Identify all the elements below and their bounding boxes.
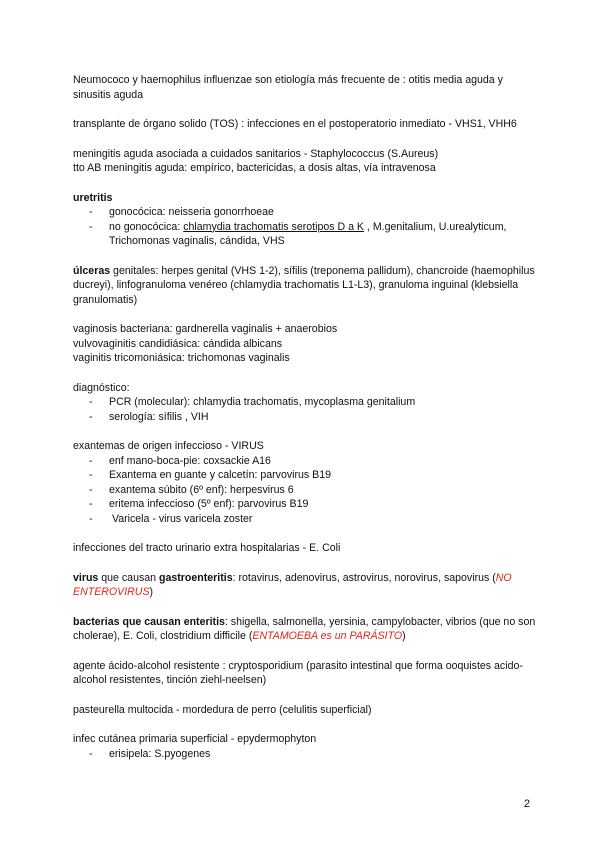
paragraph-gastroenteritis: virus que causan gastroenteritis: rotavirus, adenovirus, astrovirus, norovirus, sapovirus (NO ENTEROVIRUS) xyxy=(73,571,512,598)
paragraph-vaginitis: vaginitis tricomoniásica: trichomonas vaginalis xyxy=(73,352,290,364)
list-item: - eritema infeccioso (5º enf): parvovirus B19 xyxy=(73,497,543,512)
paragraph-neumococo: Neumococo y haemophilus influenzae son etiología más frecuente de : otitis media aguda y sinusitis aguda xyxy=(73,74,503,101)
heading-cutanea: infec cutánea primaria superficial - epydermophyton xyxy=(73,733,317,745)
list-cutanea xyxy=(73,747,543,762)
paragraph-enteritis: bacterias que causan enteritis: shigella, salmonella, yersinia, campylobacter, vibrios (que no son cholerae), E. Coli, clostridium difficile (ENTAMOEBA es un PARÁSITO) xyxy=(73,615,536,642)
list-item: - PCR (molecular): chlamydia trachomatis, mycoplasma genitalium xyxy=(73,395,543,410)
list-uretritis xyxy=(73,205,543,249)
list-item: - erisipela: S.pyogenes xyxy=(73,747,543,762)
list-item: - Exantema en guante y calcetín: parvovirus B19 xyxy=(73,468,543,483)
list-item: - gonocócica: neisseria gonorrhoeae xyxy=(73,205,543,220)
paragraph-ulceras: úlceras genitales: herpes genital (VHS 1-2), sífilis (treponema pallidum), chancroide (haemophilus ducreyi), linfogranuloma venéreo (chlamydia trachomatis L1-L3), granuloma inguinal (klebsiella granulomatis) xyxy=(73,264,535,306)
paragraph-tto-meningitis: tto AB meningitis aguda: empírico, bactericidas, a dosis altas, vía intravenosa xyxy=(73,162,436,174)
list-item: - no gonocócica: chlamydia trachomatis serotipos D a K , M.genitalium, U.urealyticum, Trichomonas vaginalis, cándida, VHS xyxy=(73,220,543,249)
paragraph-transplante: transplante de órgano solido (TOS) : infecciones en el postoperatorio inmediato - VHS1, VHH6 xyxy=(73,118,517,130)
red-note: NO ENTEROVIRUS xyxy=(73,571,512,598)
list-exantemas xyxy=(73,454,543,527)
list-item: - Varicela - virus varicela zoster xyxy=(73,512,543,527)
paragraph-acido-alcohol: agente ácido-alcohol resistente : cryptosporidium (parasito intestinal que forma ooquistes acido-alcohol resistentes, tinción ziehl-neelsen) xyxy=(73,659,523,686)
list-diagnostico xyxy=(73,395,543,424)
red-note: ENTAMOEBA es un PARÁSITO xyxy=(252,630,403,642)
paragraph-vaginosis: vaginosis bacteriana: gardnerella vaginalis + anaerobios xyxy=(73,323,338,335)
paragraph-itu: infecciones del tracto urinario extra hospitalarias - E. Coli xyxy=(73,542,341,554)
page-number: 2 xyxy=(523,797,530,810)
heading-exantemas: exantemas de origen infeccioso - VIRUS xyxy=(73,440,264,452)
paragraph-meningitis: meningitis aguda asociada a cuidados sanitarios - Staphylococcus (S.Aureus) xyxy=(73,147,439,160)
paragraph-pasteurella: pasteurella multocida - mordedura de perro (celulitis superficial) xyxy=(73,703,372,716)
paragraph-vulvovaginitis: vulvovaginitis candidiásica: cándida albicans xyxy=(73,337,283,350)
list-item: - enf mano-boca-pie: coxsackie A16 xyxy=(73,454,543,469)
heading-uretritis: uretritis xyxy=(73,191,113,204)
heading-diagnostico: diagnóstico: xyxy=(73,381,130,394)
list-item: - exantema súbito (6º enf): herpesvirus 6 xyxy=(73,483,543,498)
underlined-text: chlamydia trachomatis serotipos D a K xyxy=(183,220,364,233)
list-item: - serología: sífilis , VIH xyxy=(73,410,543,425)
page-content xyxy=(73,73,543,761)
